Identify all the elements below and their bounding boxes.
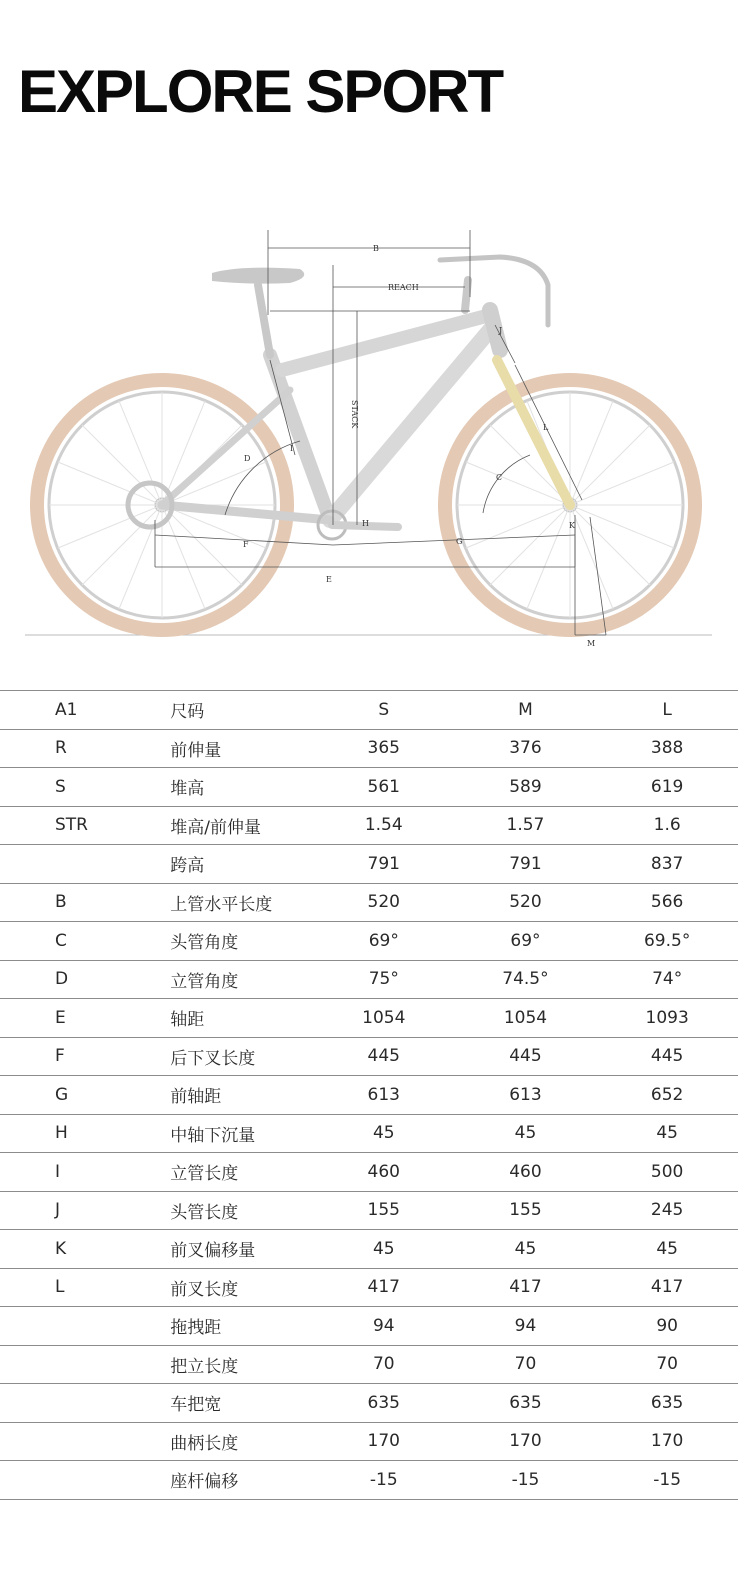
row-label: 座杆偏移 (170, 1472, 239, 1493)
row-value-l: 388 (650, 738, 684, 759)
row-value-m: 1054 (503, 1007, 548, 1028)
row-value-m: 445 (509, 1046, 542, 1067)
row-value-s: 1054 (362, 1007, 406, 1028)
row-value-m: 1.57 (506, 815, 545, 836)
dim-label-g: G (456, 537, 463, 546)
row-value-l: 245 (650, 1200, 684, 1221)
row-value-s: 791 (367, 853, 400, 874)
geometry-table (0, 690, 738, 1500)
row-code (0, 1461, 170, 1500)
row-value-m: 45 (514, 1123, 537, 1144)
row-code: E (55, 1007, 66, 1028)
row-value-s: 561 (367, 776, 400, 797)
table-row (0, 1345, 738, 1384)
dim-label-i: I (290, 444, 294, 453)
bike-geometry-diagram (0, 215, 750, 660)
row-value-l: 69.5° (643, 930, 691, 951)
row-value-l: 170 (650, 1431, 684, 1452)
row-code: B (55, 892, 67, 913)
row-code: R (55, 738, 67, 759)
row-value-s: 69° (368, 930, 399, 951)
row-value-l: 1093 (645, 1007, 689, 1028)
row-value-m: 417 (509, 1277, 542, 1298)
row-value-m: 376 (509, 738, 542, 759)
table-row (0, 883, 738, 922)
row-label: 头管角度 (170, 933, 239, 954)
row-value-l: 500 (650, 1161, 684, 1182)
table-row (0, 1461, 738, 1500)
dim-label-b: B (373, 244, 379, 253)
row-value-m: 69° (510, 930, 541, 951)
row-value-l: 635 (650, 1392, 684, 1413)
row-value-m: 520 (509, 892, 542, 913)
row-label: 跨高 (170, 856, 205, 877)
row-value-s: 1.54 (364, 815, 403, 836)
row-value-l: 45 (656, 1123, 678, 1144)
table-row (0, 1037, 738, 1076)
row-code: S (55, 776, 66, 797)
dim-label-stack: STACK (350, 400, 359, 429)
row-value-l: 74° (652, 969, 683, 990)
dim-label-l: L (543, 423, 549, 432)
row-value-l: 445 (650, 1046, 684, 1067)
row-value-l: 90 (656, 1315, 678, 1336)
row-value-m: 70 (514, 1354, 537, 1375)
row-code (0, 1345, 170, 1384)
dim-label-j: J (499, 326, 503, 335)
table-row (0, 729, 738, 768)
row-label: 曲柄长度 (170, 1433, 239, 1454)
table-row (0, 1307, 738, 1346)
dim-label-m: M (587, 639, 596, 648)
dim-label-e: E (326, 575, 332, 584)
row-value-l: 619 (650, 776, 684, 797)
row-value-m: 74.5° (502, 969, 549, 990)
row-code: C (55, 930, 67, 951)
row-value-s: 170 (367, 1431, 400, 1452)
header-size-s: S (378, 699, 390, 720)
row-code: STR (55, 815, 88, 836)
row-value-l: 1.6 (653, 815, 681, 836)
row-label: 上管水平长度 (170, 894, 273, 915)
row-value-m: 613 (509, 1084, 542, 1105)
table-row (0, 1384, 738, 1423)
row-label: 车把宽 (170, 1395, 222, 1416)
page-title: EXPLORE SPORT (18, 58, 503, 125)
row-code: J (55, 1200, 61, 1221)
table-row (0, 922, 738, 961)
table-row (0, 1114, 738, 1153)
row-label: 把立长度 (170, 1356, 239, 1377)
row-value-s: 45 (372, 1238, 395, 1259)
row-value-s: 94 (372, 1315, 395, 1336)
row-value-s: 460 (367, 1161, 400, 1182)
row-label: 拖拽距 (170, 1318, 222, 1339)
row-value-s: 417 (367, 1277, 400, 1298)
row-value-m: 589 (509, 776, 542, 797)
row-value-l: 70 (656, 1354, 678, 1375)
header-code: A1 (55, 699, 78, 720)
row-code: D (55, 969, 69, 990)
row-label: 堆高 (170, 779, 205, 800)
table-row (0, 1230, 738, 1269)
dim-label-d: D (244, 454, 251, 463)
dim-label-c: C (496, 473, 503, 482)
row-value-m: 94 (514, 1315, 537, 1336)
row-value-s: 70 (372, 1354, 395, 1375)
row-value-s: 445 (367, 1046, 400, 1067)
row-value-s: 365 (367, 738, 400, 759)
row-value-m: 170 (509, 1431, 542, 1452)
row-label: 后下叉长度 (170, 1048, 256, 1069)
header-size-m: M (518, 699, 533, 720)
row-value-s: 635 (367, 1392, 400, 1413)
row-value-s: 520 (367, 892, 400, 913)
row-code: H (55, 1123, 68, 1144)
row-value-m: 791 (509, 853, 542, 874)
row-label: 轴距 (170, 1010, 205, 1031)
row-label: 前叉长度 (170, 1279, 239, 1300)
row-code (0, 845, 170, 884)
header-size-l: L (662, 699, 672, 720)
row-label: 立管长度 (170, 1164, 239, 1185)
row-code: G (55, 1084, 69, 1105)
row-code: I (55, 1161, 61, 1182)
row-label: 头管长度 (170, 1202, 239, 1223)
row-label: 前轴距 (170, 1087, 222, 1108)
row-value-l: 417 (650, 1277, 684, 1298)
row-label: 前叉偏移量 (170, 1241, 256, 1262)
row-label: 堆高/前伸量 (170, 817, 261, 838)
table-row (0, 999, 738, 1038)
row-value-l: 45 (656, 1238, 678, 1259)
row-value-m: 460 (509, 1161, 542, 1182)
row-value-s: 45 (372, 1123, 395, 1144)
row-value-m: -15 (511, 1469, 540, 1490)
row-label: 中轴下沉量 (170, 1125, 256, 1146)
table-row (0, 1076, 738, 1115)
row-label: 前伸量 (170, 740, 222, 761)
row-value-l: 837 (650, 853, 684, 874)
table-row (0, 1191, 738, 1230)
row-code: K (55, 1238, 67, 1259)
table-row (0, 960, 738, 999)
row-value-s: 613 (367, 1084, 400, 1105)
table-row (0, 1268, 738, 1307)
row-code (0, 1307, 170, 1346)
row-value-m: 45 (514, 1238, 537, 1259)
dim-label-reach: REACH (388, 283, 419, 292)
row-value-l: -15 (653, 1469, 682, 1490)
row-code (0, 1422, 170, 1461)
dim-label-h: H (362, 519, 369, 528)
row-code: F (55, 1046, 65, 1067)
row-value-m: 155 (509, 1200, 542, 1221)
row-label: 立管角度 (170, 971, 239, 992)
dim-label-k: K (569, 521, 575, 530)
table-row (0, 1422, 738, 1461)
table-row (0, 845, 738, 884)
row-code (0, 1384, 170, 1423)
table-row (0, 1153, 738, 1192)
header-size-label: 尺码 (170, 702, 205, 723)
dim-label-f: F (243, 540, 249, 549)
row-value-m: 635 (509, 1392, 542, 1413)
row-code: L (55, 1277, 65, 1298)
row-value-s: -15 (369, 1469, 398, 1490)
table-row (0, 768, 738, 807)
table-row (0, 806, 738, 845)
table-header-row (0, 691, 738, 730)
row-value-l: 652 (650, 1084, 684, 1105)
row-value-s: 155 (367, 1200, 400, 1221)
row-value-l: 566 (650, 892, 684, 913)
row-value-s: 75° (368, 969, 399, 990)
